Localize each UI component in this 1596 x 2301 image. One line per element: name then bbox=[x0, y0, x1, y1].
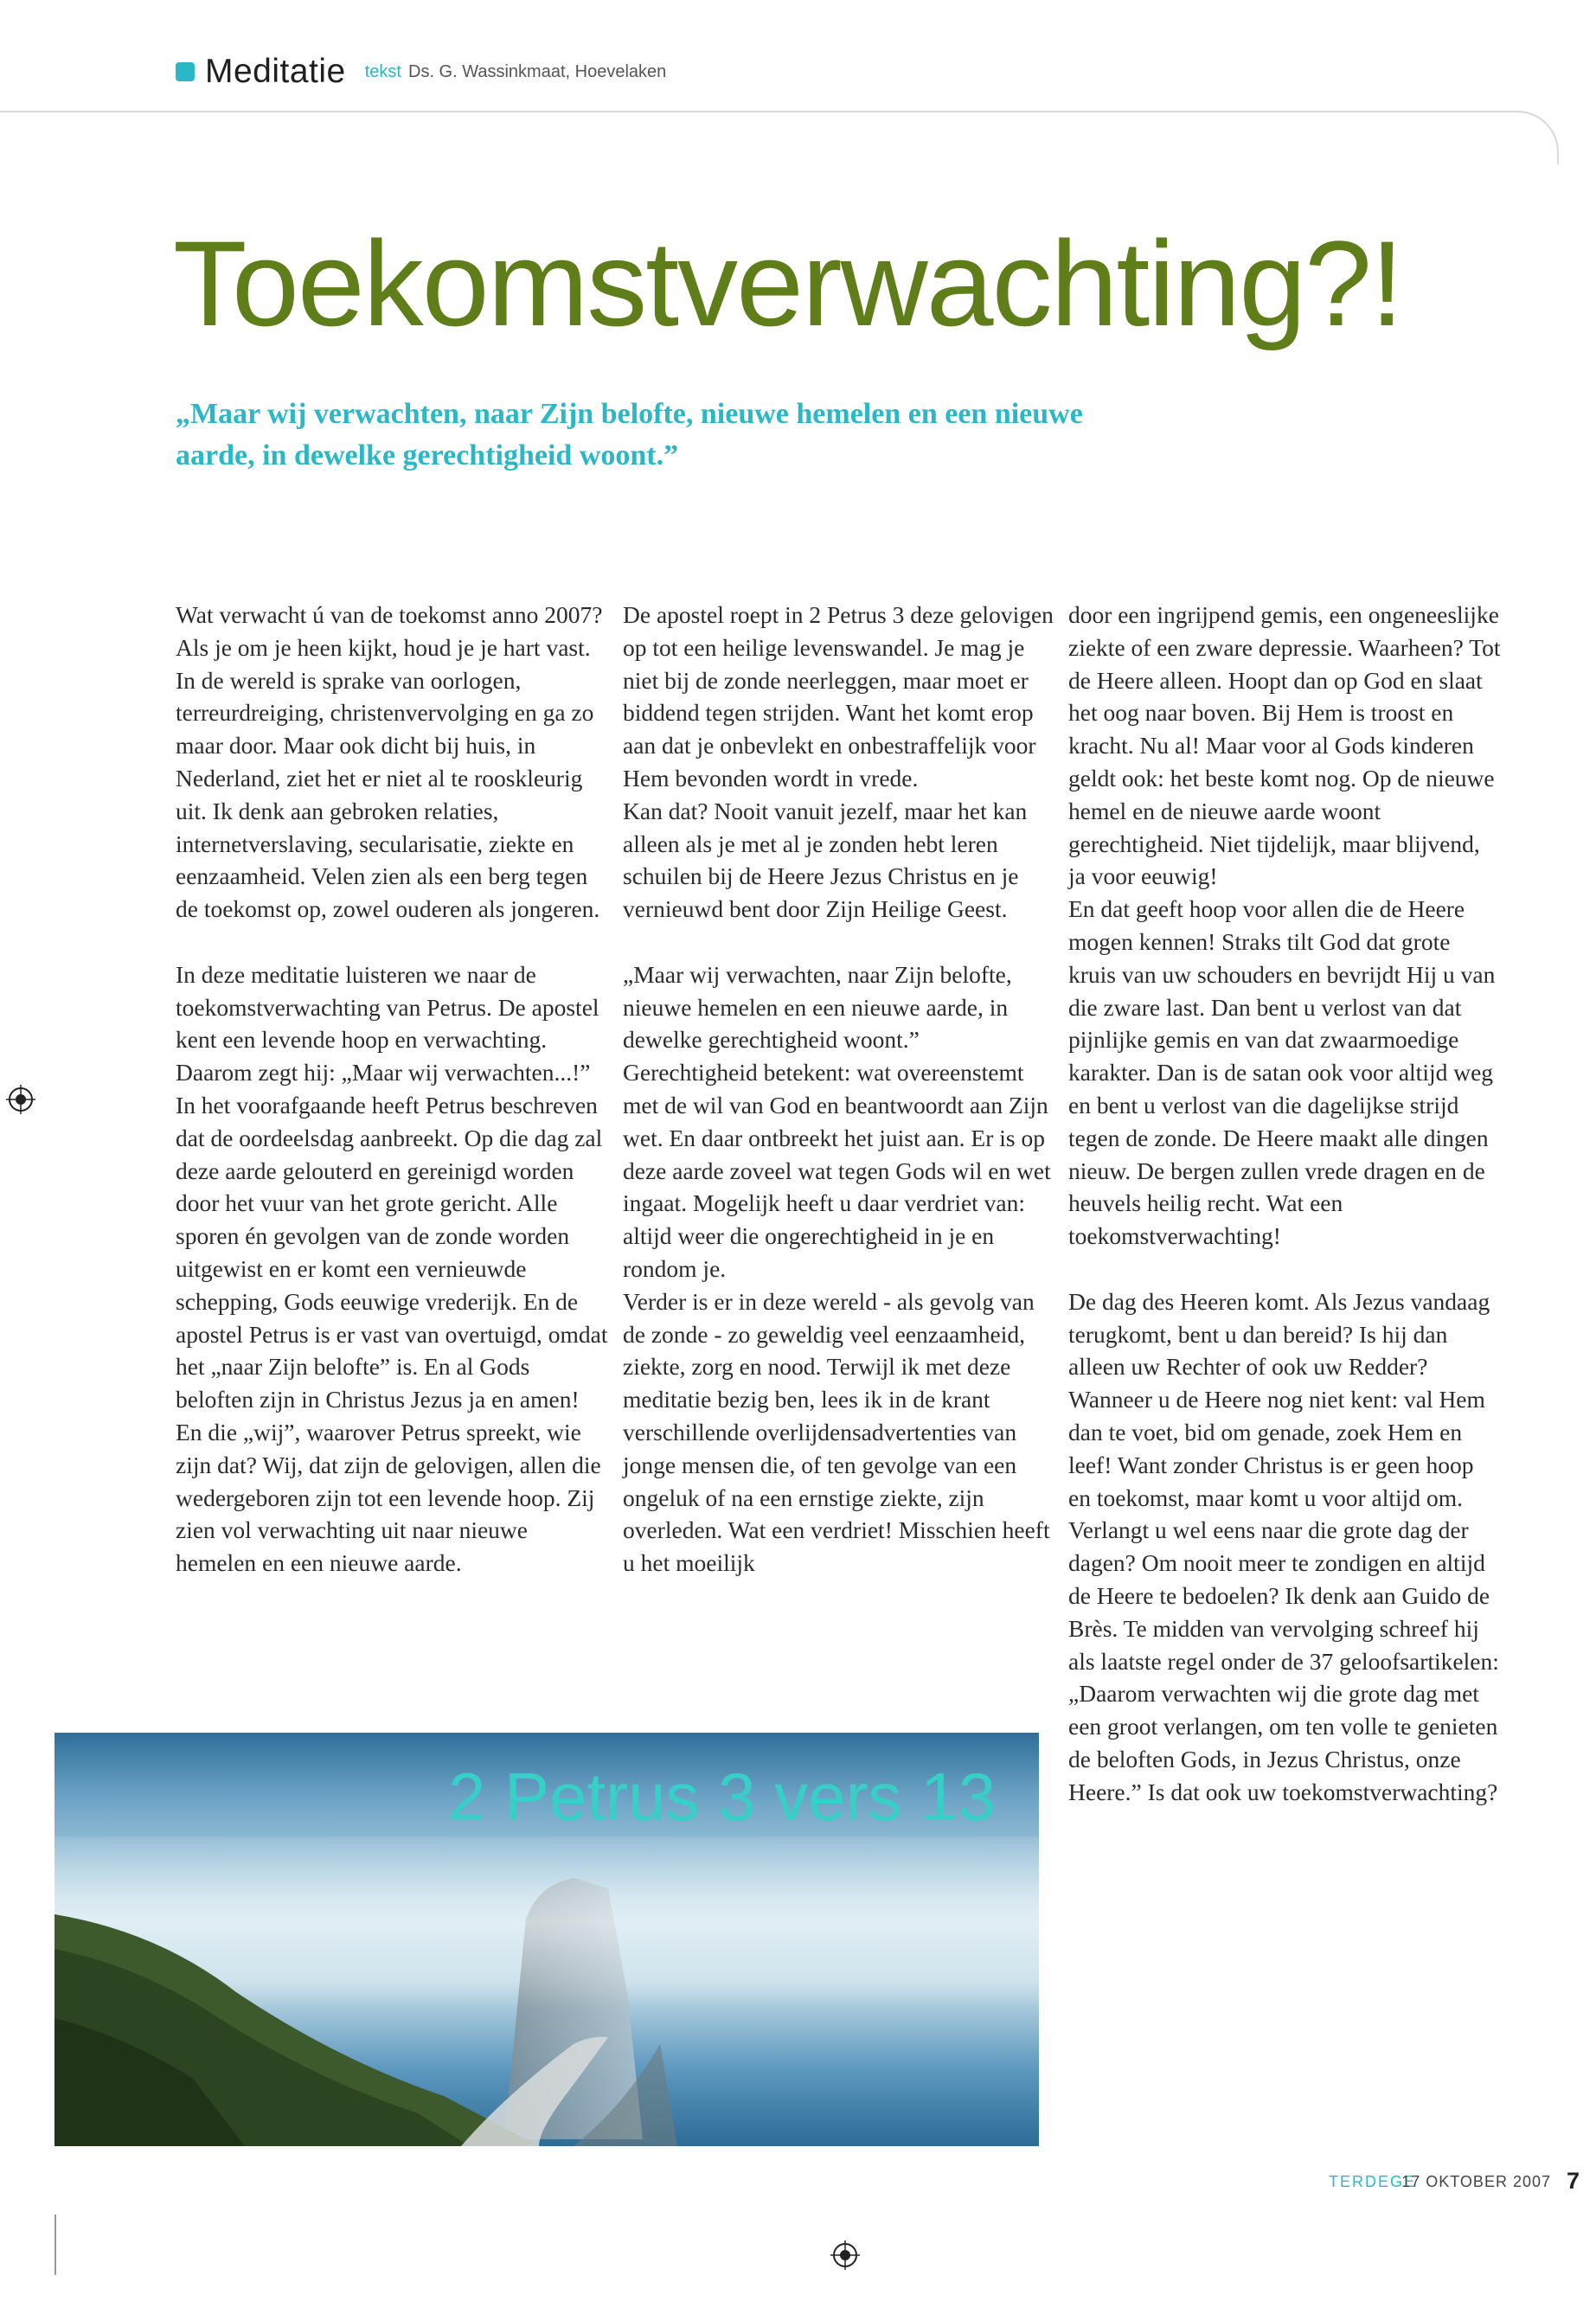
paragraph: De dag des Heeren komt. Als Jezus vandaag terugkomt, bent u dan bereid? Is hij dan alleen uw Rechter of ook uw Redder? bbox=[1068, 1287, 1490, 1381]
paragraph: Verlangt u wel eens naar die grote dag der dagen? Om nooit meer te zondigen en altijd de Heere te bedoelen? Ik denk aan Guido de Brès. Te midden van vervolging schreef hij als laatste regel onder de 37 geloofsartikelen: „Daarom verwachten wij die grote dag met een groot verlangen, om ten volle te genieten de beloften Gods, in Jezus Christus, onze Heere.” Is dat ook uw toekomstverwachting? bbox=[1068, 1516, 1499, 1805]
text-column-2 bbox=[623, 599, 1055, 1580]
paragraph: door een ingrijpend gemis, een ongeneeslijke ziekte of een zware depressie. Waarheen? Tot de Heere alleen. Hoopt dan op God en slaat het oog naar boven. Bij Hem is troost en kracht. Nu al! Maar voor al Gods kinderen geldt ook: het beste komt nog. Op de nieuwe hemel en de nieuwe aarde woont gerechtigheid. Niet tijdelijk, maar blijvend, ja voor eeuwig! bbox=[1068, 601, 1501, 890]
page-number: 7 bbox=[1566, 2168, 1580, 2194]
paragraph: „Maar wij verwachten, naar Zijn belofte, nieuwe hemelen en een nieuwe aarde, in dewelke gerechtigheid woont.” Gerechtigheid betekent: wat overeenstemt met de wil van God en beantwoordt aan Zijn wet. En daar ontbreekt het juist aan. Er is op deze aarde zoveel wat tegen Gods wil en wet ingaat. Mogelijk heeft u daar verdriet van: altijd weer die ongerechtigheid in je en rondom je. bbox=[623, 960, 1051, 1282]
registration-mark-icon bbox=[6, 1085, 35, 1114]
paragraph: Wanneer u de Heere nog niet kent: val Hem dan te voet, bid om genade, zoek Hem en leef! Want zonder Christus is er geen hoop en toekomst, maar komt u voor altijd om. bbox=[1068, 1386, 1485, 1511]
magazine-name: TERDEGE bbox=[1328, 2173, 1416, 2190]
paragraph: De apostel roept in 2 Petrus 3 deze gelovigen op tot een heilige levenswandel. Je mag je niet bij de zonde neerleggen, maar moet er biddend tegen strijden. Want het komt erop aan dat je onbevlekt en onbestraffelijk voor Hem bevonden wordt in vrede. bbox=[623, 601, 1054, 792]
paragraph: Verder is er in deze wereld - als gevolg van de zonde - zo geweldig veel eenzaamheid, ziekte, zorg en nood. Terwijl ik met deze meditatie bezig ben, lees ik in de krant verschillende overlijdensadvertenties van jonge mensen die, of ten gevolge van een ongeluk of na een ernstige ziekte, zijn overleden. Wat een verdriet! Misschien heeft u het moeilijk bbox=[623, 1287, 1050, 1577]
crop-mark bbox=[54, 2214, 56, 2275]
section-marker-icon bbox=[176, 62, 195, 81]
page-frame-line bbox=[0, 111, 1559, 164]
intro-quote: „Maar wij verwachten, naar Zijn belofte, nieuwe hemelen en een nieuwe aarde, in dewelke gerechtigheid woont.” bbox=[176, 398, 1083, 471]
paragraph: In deze meditatie luisteren we naar de toekomstverwachting van Petrus. De apostel kent een levende hoop en verwachting. Daarom zegt hij: „Maar wij verwachten...!” bbox=[176, 960, 599, 1086]
registration-mark-icon bbox=[830, 2240, 860, 2270]
text-column-1 bbox=[176, 599, 608, 1580]
paragraph: En dat geeft hoop voor allen die de Heere mogen kennen! Straks tilt God dat grote kruis van uw schouders en bevrijdt Hij u van die zware last. Dan bent u verlost van dat pijnlijke gemis en van dat zwaarmoedige karakter. Dan is de satan ook voor altijd weg en bent u verlost van die dagelijkse strijd tegen de zonde. De Heere maakt alle dingen nieuw. De bergen zullen vrede dragen en de heuvels heilig recht. Wat een toekomstverwachting! bbox=[1068, 895, 1496, 1250]
section-header bbox=[176, 50, 666, 93]
photo-caption: 2 Petrus 3 vers 13 bbox=[448, 1759, 996, 1835]
page-footer bbox=[990, 2166, 1596, 2201]
article-title: Toekomstverwachting?! bbox=[173, 215, 1402, 351]
credit-author: Ds. G. Wassinkmaat, Hoevelaken bbox=[408, 61, 667, 81]
section-title: Meditatie bbox=[205, 53, 346, 90]
paragraph: En die „wij”, waarover Petrus spreekt, wie zijn dat? Wij, dat zijn de gelovigen, allen die wedergeboren zijn tot een levende hoop. Zij zien vol verwachting uit naar nieuwe hemelen en een nieuwe aarde. bbox=[176, 1418, 601, 1577]
paragraph: Kan dat? Nooit vanuit jezelf, maar het kan alleen als je met al je zonden hebt leren schuilen bij de Heere Jezus Christus en je vernieuwd bent door Zijn Heilige Geest. bbox=[623, 797, 1028, 923]
credit-label: tekst bbox=[364, 61, 401, 81]
issue-date: 17 OKTOBER 2007 bbox=[1401, 2173, 1551, 2190]
text-column-3 bbox=[1068, 599, 1501, 1808]
paragraph: In het voorafgaande heeft Petrus beschreven dat de oordeelsdag aanbreekt. Op die dag zal deze aarde gelouterd en gereinigd worden door het vuur van het grote gericht. Alle sporen én gevolgen van de zonde worden uitgewist en er komt een vernieuwde schepping, Gods eeuwige vrederijk. En de apostel Petrus is er vast van overtuigd, omdat het „naar Zijn belofte” is. En al Gods beloften zijn in Christus Jezus ja en amen! bbox=[176, 1091, 608, 1413]
paragraph: Wat verwacht ú van de toekomst anno 2007? Als je om je heen kijkt, houd je je hart vast. In de wereld is sprake van oorlogen, terreurdreiging, christenvervolging en ga zo maar door. Maar ook dicht bij huis, in Nederland, ziet het er niet al te rooskleurig uit. Ik denk aan gebroken relaties, internetverslaving, secularisatie, ziekte en eenzaamheid. Velen zien als een berg tegen de toekomst op, zowel ouderen als jongeren. bbox=[176, 601, 603, 923]
